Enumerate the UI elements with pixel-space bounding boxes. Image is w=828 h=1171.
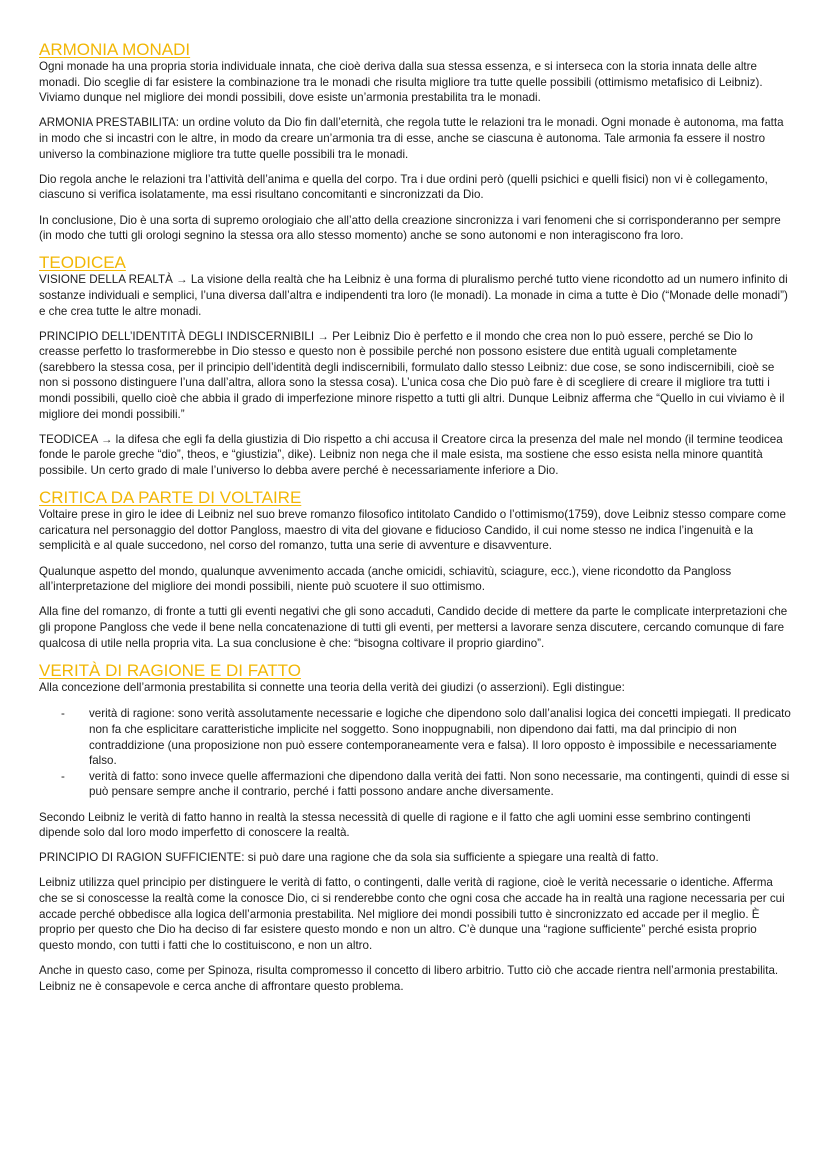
paragraph: Alla concezione dell’armonia prestabilita si connette una teoria della verità dei giudizi (o asserzioni). Egli distingue: — [39, 680, 625, 694]
paragraph: PRINCIPIO DI RAGION SUFFICIENTE: si può dare una ragione che da sola sia sufficiente a spiegare una realtà di fatto. — [39, 851, 659, 865]
paragraph: Voltaire prese in giro le idee di Leibniz nel suo breve romanzo filosofico intitolato Candido o l’ottimismo(1759), dove Leibniz stesso compare come caricatura nel personaggio del dottor Pangloss, maestro di vita del giovane e fiducioso Candido, il cui nome stesso ne indica l’ingenuità e la semplicità e al quale succedono, nel corso del romanzo, tutta una serie di avventure e disavventure. — [39, 508, 786, 553]
paragraph: Leibniz utilizza quel principio per distinguere le verità di fatto, o contingenti, dalle verità di ragione, cioè le verità necessarie o identiche. Afferma che se si conoscesse la realtà come la conosce Dio, ci si renderebbe conto che ogni cosa che accade ha in realtà una ragione necessaria per cui accade perché obbedisce alla logica dell’armonia prestabilita. Nel migliore dei mondi possibili tutto è sincronizzato ed accade per il meglio. È proprio per questo che Dio ha deciso di far esistere questo mondo e non un altro. C’è dunque una “ragione sufficiente” perché esista proprio questo mondo, con tutti i fatti che lo costituiscono, e non un altro. — [39, 876, 785, 952]
bullet-marker: - — [61, 769, 65, 783]
heading-armonia-monadi: ARMONIA MONADI — [39, 40, 191, 59]
paragraph: ARMONIA PRESTABILITA: un ordine voluto da Dio fin dall’eternità, che regola tutte le relazioni tra le monadi. Ogni monade è autonoma, ma fatta in modo che si incastri con le altre, in modo da creare un’armonia tra di esse, anche se ciascuna è autonoma. Tale armonia fa essere il nostro universo la combinazione migliore tra tutte quelle possibili tra le monadi. — [39, 116, 784, 161]
section-armonia-monadi — [39, 40, 791, 244]
paragraph: Ogni monade ha una propria storia individuale innata, che cioè deriva dalla sua stessa essenza, e si interseca con la storia innata delle altre monadi. Dio sceglie di far esistere la combinazione tra le monadi che risulta migliore tra tutte quelle possibili (ottimismo metafisico di Leibniz). Viviamo dunque nel migliore dei mondi possibili, dove esiste un’armonia prestabilita tra le monadi. — [39, 60, 763, 105]
paragraph: In conclusione, Dio è una sorta di supremo orologiaio che all’atto della creazione sincronizza i vari fenomeni che si corrisponderanno per sempre (in modo che tutti gli orologi segnino la stessa ora allo stesso momento) anche se sono autonomi e non interagiscono fra loro. — [39, 213, 781, 243]
paragraph: Dio regola anche le relazioni tra l’attività dell’anima e quella del corpo. Tra i due ordini però (quelli psichici e quelli fisici) non vi è collegamento, ciascuno si verifica isolatamente, ma essi risultano concomitanti e sincronizzati da Dio. — [39, 172, 768, 202]
heading-critica-voltaire: CRITICA DA PARTE DI VOLTAIRE — [39, 488, 302, 508]
paragraph: Alla fine del romanzo, di fronte a tutti gli eventi negativi che gli sono accaduti, Candido decide di mettere da parte le complicate interpretazioni che gli propone Pangloss che vede il bene nella concatenazione di tutti gli eventi, per mettersi a lavorare senza discutere, cercando comunque di fare qualcosa di utile nella propria vita. La sua conclusione è che: “bisogna coltivare il proprio giardino”. — [39, 605, 788, 650]
section-teodicea — [39, 253, 791, 478]
paragraph: Qualunque aspetto del mondo, qualunque avvenimento accada (anche omicidi, schiavitù, sciagure, ecc.), viene ricondotto da Pangloss all’interpretazione del migliore dei mondi possibili, niente può scuotere il suo ottimismo. — [39, 564, 732, 594]
bullet-marker: - — [61, 707, 65, 721]
heading-teodicea: TEODICEA — [39, 253, 126, 273]
paragraph: PRINCIPIO DELL’IDENTITÀ DEGLI INDISCERNIBILI → Per Leibniz Dio è perfetto e il mondo che crea non lo può essere, perché se Dio lo creasse perfetto lo trasformerebbe in Dio stesso e questo non è possibile perché non possono esistere due entità uguali completamente (sarebbero la stessa cosa, per il principio dell’identità degli indiscernibili, formulato dallo stesso Leibniz: due cose, se sono indiscernibili, cioè se non si possono distinguere l’una dall’altra, allora sono la stessa cosa). L’unica cosa che Dio può fare è di scegliere di creare il migliore tra tutti i mondi possibili, quello cioè che abbia il grado di imperfezione minore rispetto a tutti gli altri. Dunque Leibniz afferma che “Quello in cui viviamo è il migliore dei mondi possibili.” — [39, 329, 785, 421]
bullet-list — [39, 706, 791, 800]
list-item-text: verità di ragione: sono verità assolutamente necessarie e logiche che dipendono solo dall’analisi logica dei concetti impiegati. Il predicato non fa che esplicitare caratteristiche implicite nel soggetto. Sono inoppugnabili, non dipendono dai fatti, ma dal principio di non contraddizione (una proposizione non può essere contemporaneamente vera e falsa). Il loro opposto è impossibile e necessariamente falso. — [89, 707, 791, 768]
list-item-text: verità di fatto: sono invece quelle affermazioni che dipendono dalla verità dei fatti. Non sono necessarie, ma contingenti, quindi di esse si può pensare sempre anche il contrario, perché i fatti possono andare anche diversamente. — [89, 769, 790, 799]
paragraph: VISIONE DELLA REALTÀ → La visione della realtà che ha Leibniz è una forma di pluralismo perché tutto viene ricondotto ad un numero infinito di sostanze individuali e semplici, l’una diversa dall’altra e indipendenti tra loro (le monadi). La monade in cima a tutte è Dio (“Monade delle monadi”) e che crea tutte le altre monadi. — [39, 273, 788, 318]
section-critica-voltaire — [39, 488, 791, 651]
paragraph: Anche in questo caso, come per Spinoza, risulta compromesso il concetto di libero arbitrio. Tutto ciò che accade rientra nell’armonia prestabilita. Leibniz ne è consapevole e cerca anche di affrontare questo problema. — [39, 964, 779, 993]
section-verita — [39, 661, 791, 994]
document-page — [39, 40, 791, 1004]
heading-verita-ragione-fatto: VERITÀ DI RAGIONE E DI FATTO — [39, 660, 301, 680]
paragraph: Secondo Leibniz le verità di fatto hanno in realtà la stessa necessità di quelle di ragione e il fatto che agli uomini esse sembrino contingenti dipende solo dal loro modo imperfetto di conoscere la realtà. — [39, 810, 751, 840]
paragraph: TEODICEA → la difesa che egli fa della giustizia di Dio rispetto a chi accusa il Creatore circa la presenza del male nel mondo (il termine teodicea fonde le parole greche “dio”, theos, e “giustizia”, dike). Leibniz non nega che il male esista, ma sostiene che esso esista nella minore quantità possibile. Un certo grado di male l’universo lo debba avere perché è necessariamente inferiore a Dio. — [39, 432, 783, 478]
list-item — [39, 706, 791, 768]
list-item — [39, 769, 791, 800]
